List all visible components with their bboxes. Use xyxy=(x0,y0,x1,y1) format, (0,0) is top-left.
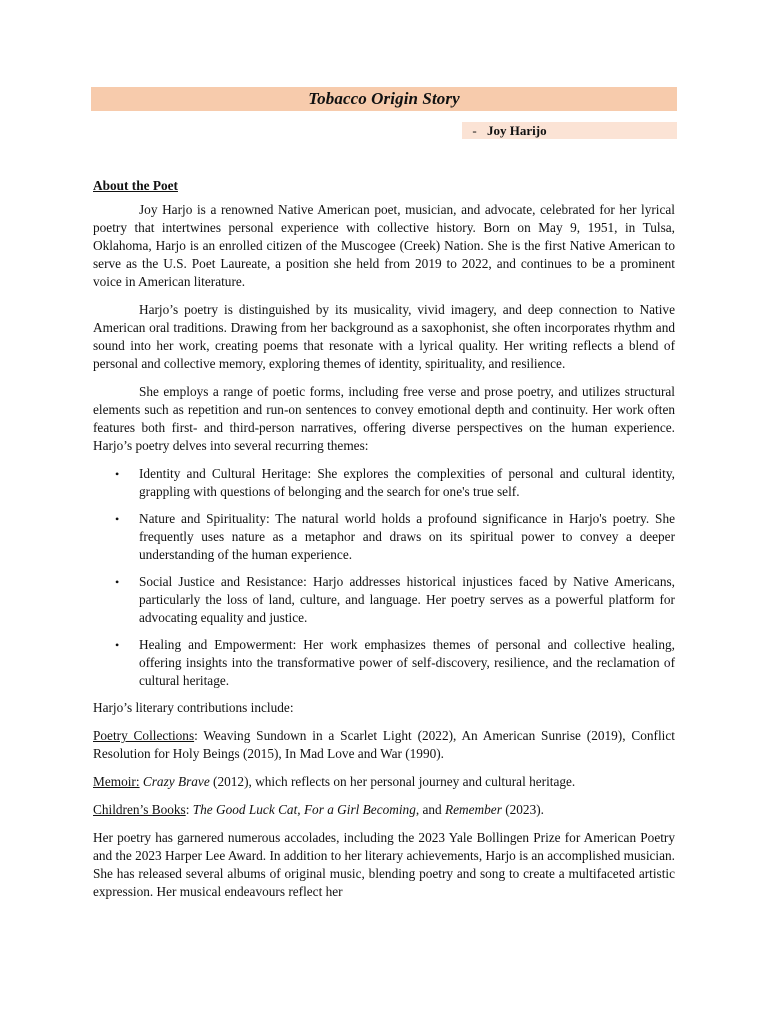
childrens-books-text: (2023). xyxy=(501,802,544,817)
list-item xyxy=(93,573,675,627)
paragraph-intro: Joy Harjo is a renowned Native American poet, musician, and advocate, celebrated for her lyrical poetry that intertwines personal experience with collective history. Born on May 9, 1951, in Tulsa, Oklahoma, Harjo is an enrolled citizen of the Muscogee (Creek) Nation. She is the first Native American to serve as the U.S. Poet Laureate, a position she held from 2019 to 2022, and continues to be a prominent voice in American literature. xyxy=(93,202,675,289)
list-item xyxy=(93,510,675,564)
theme-text: Identity and Cultural Heritage: She explores the complexities of personal and cultural identity, grappling with questions of belonging and the search for one's true self. xyxy=(139,466,675,499)
author-name: Joy Harijo xyxy=(487,122,547,138)
author-dash: - xyxy=(472,122,477,138)
childrens-book-title-3: Remember xyxy=(445,802,502,817)
list-item xyxy=(93,636,675,690)
theme-text: Healing and Empowerment: Her work emphasizes themes of personal and collective healing, offering insights into the transformative power of self-discovery, resilience, and the reclamation of cultural heritage. xyxy=(139,637,675,688)
poetry-collections-label: Poetry Collections xyxy=(93,728,195,743)
memoir xyxy=(93,773,675,791)
list-item xyxy=(93,465,675,501)
closing-paragraph: Her poetry has garnered numerous accolades, including the 2023 Yale Bollingen Prize for American Poetry and the 2023 Harper Lee Award. In addition to her literary achievements, Harjo is an accomplished musician. She has released several albums of original music, blending poetry and song to create a multifaceted artistic expression. Her musical endeavours reflect her xyxy=(93,830,675,899)
childrens-books-sep-2: , and xyxy=(415,802,446,817)
section-heading: About the Poet xyxy=(93,178,178,193)
memoir-label: Memoir: xyxy=(93,774,140,789)
poetry-collections xyxy=(93,727,675,763)
childrens-book-title-1: The Good Luck Cat xyxy=(192,802,298,817)
document-body xyxy=(93,177,675,911)
themes-list xyxy=(93,465,675,690)
childrens-book-title-2: For a Girl Becoming xyxy=(303,802,416,817)
childrens-books-label: Children’s Books xyxy=(93,802,186,817)
bullet-icon: • xyxy=(115,467,120,481)
memoir-title: Crazy Brave xyxy=(142,774,210,789)
bullet-icon: • xyxy=(115,575,120,589)
bullet-icon: • xyxy=(115,512,120,526)
paragraph-style: Harjo’s poetry is distinguished by its musicality, vivid imagery, and deep connection to Native American oral traditions. Drawing from her background as a saxophonist, she often incorporates rhythm and sound into her work, creating poems that resonate with a lyrical quality. Her writing reflects a blend of personal and collective memory, exploring themes of identity, spirituality, and resilience. xyxy=(93,302,675,371)
childrens-books xyxy=(93,801,675,819)
childrens-books-colon: : xyxy=(185,802,193,817)
memoir-text: (2012), which reflects on her personal journey and cultural heritage. xyxy=(209,774,576,789)
paragraph-forms: She employs a range of poetic forms, including free verse and prose poetry, and utilizes structural elements such as repetition and run-on sentences to convey emotional depth and continuity. Her work often features both first- and third-person narratives, offering diverse perspectives on the human experience. Harjo’s poetry delves into several recurring themes: xyxy=(93,384,675,453)
bullet-icon: • xyxy=(115,638,120,652)
document-title: Tobacco Origin Story xyxy=(308,89,460,108)
theme-text: Social Justice and Resistance: Harjo addresses historical injustices faced by Native Americans, particularly the loss of land, culture, and language. Her poetry serves as a powerful platform for advocating equality and justice. xyxy=(139,574,675,625)
title-band xyxy=(91,87,677,111)
childrens-books-sep-1: , xyxy=(297,802,304,817)
contributions-intro: Harjo’s literary contributions include: xyxy=(93,700,294,715)
poetry-collections-text: : Weaving Sundown in a Scarlet Light (2022), An American Sunrise (2019), Conflict Resolution for Holy Beings (2015), In Mad Love and War (1990). xyxy=(93,728,675,761)
theme-text: Nature and Spirituality: The natural world holds a profound significance in Harjo's poetry. She frequently uses nature as a metaphor and draws on its spiritual power to convey a deeper understanding of the human experience. xyxy=(139,511,675,562)
author-band xyxy=(462,122,677,139)
